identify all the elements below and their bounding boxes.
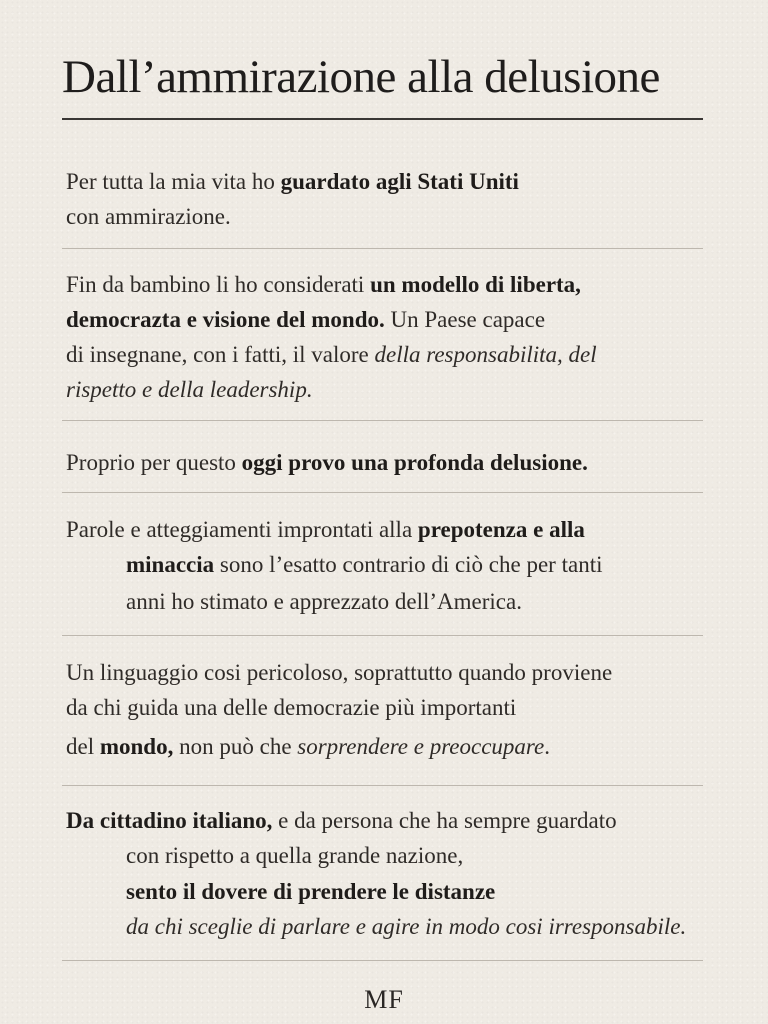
text-run: non può che — [173, 734, 298, 759]
text-run: Proprio per questo — [66, 450, 242, 475]
paragraph-2-line-1 — [66, 270, 581, 300]
page-title: Dall’ammirazione alla delusione — [62, 51, 660, 103]
italic-text: della responsabilita, del — [374, 342, 597, 367]
text-run: Fin da bambino li ho considerati — [66, 272, 371, 297]
bold-text: prepotenza e alla — [417, 517, 585, 542]
bold-text: minaccia — [126, 552, 215, 577]
text-run: sono l’esatto contrario di ciò che per tanti — [214, 552, 603, 577]
bold-text: un modello di liberta, — [370, 272, 581, 297]
paragraph-4-line-1 — [66, 515, 585, 545]
divider — [62, 248, 703, 249]
paragraph-5-line-1 — [66, 658, 612, 688]
paragraph-6-line-1 — [66, 806, 617, 836]
signature: MF — [364, 985, 404, 1014]
paragraph-5-line-3 — [66, 732, 550, 762]
bold-text: mondo, — [99, 734, 174, 759]
bold-text: democrazta e visione del mondo. — [66, 307, 385, 332]
title-divider — [62, 118, 703, 120]
text-run: . — [544, 734, 550, 759]
text-run: Parole e atteggiamenti improntati alla — [66, 517, 418, 542]
paragraph-2-line-4 — [66, 375, 313, 405]
bold-text: sento il dovere di prendere le distanze — [126, 879, 496, 904]
bold-text: guardato agli Stati Uniti — [280, 169, 519, 194]
bold-text: oggi provo una profonda delusione. — [241, 450, 588, 475]
paragraph-1-line-1 — [66, 167, 519, 197]
paragraph-2-line-2 — [66, 305, 545, 335]
text-run: e da persona che ha sempre guardato — [272, 808, 617, 833]
italic-text: sorprendere e preoccupare — [297, 734, 545, 759]
text-run: Un Paese capace — [384, 307, 546, 332]
divider — [62, 635, 703, 636]
paragraph-5-line-2 — [66, 693, 516, 723]
paragraph-2-line-3 — [66, 340, 597, 370]
text-run: Per tutta la mia vita ho — [66, 169, 281, 194]
divider — [62, 420, 703, 421]
text-run: con ammirazione. — [66, 204, 231, 229]
bold-text: Da cittadino italiano, — [66, 808, 273, 833]
divider — [62, 960, 703, 961]
paragraph-6-line-4 — [126, 912, 686, 942]
paragraph-6-line-2 — [126, 841, 463, 871]
paragraph-4-line-2 — [126, 550, 602, 580]
paragraph-6-line-3 — [126, 877, 495, 907]
divider — [62, 492, 703, 493]
text-run: da chi guida una delle democrazie più importanti — [66, 695, 517, 720]
paragraph-4-line-3 — [126, 587, 522, 617]
text-run: Un linguaggio cosi pericoloso, soprattutto quando proviene — [66, 660, 613, 685]
paragraph-1-line-2 — [66, 202, 231, 232]
divider — [62, 785, 703, 786]
text-run: anni ho stimato e apprezzato dell’America. — [126, 589, 522, 614]
text-run: di insegnane, con i fatti, il valore — [66, 342, 375, 367]
text-run: del — [66, 734, 100, 759]
paragraph-3-line-1 — [66, 448, 588, 478]
italic-text: rispetto e della leadership. — [66, 377, 313, 402]
text-run: con rispetto a quella grande nazione, — [126, 843, 464, 868]
italic-text: da chi sceglie di parlare e agire in modo cosi irresponsabile. — [126, 914, 687, 939]
